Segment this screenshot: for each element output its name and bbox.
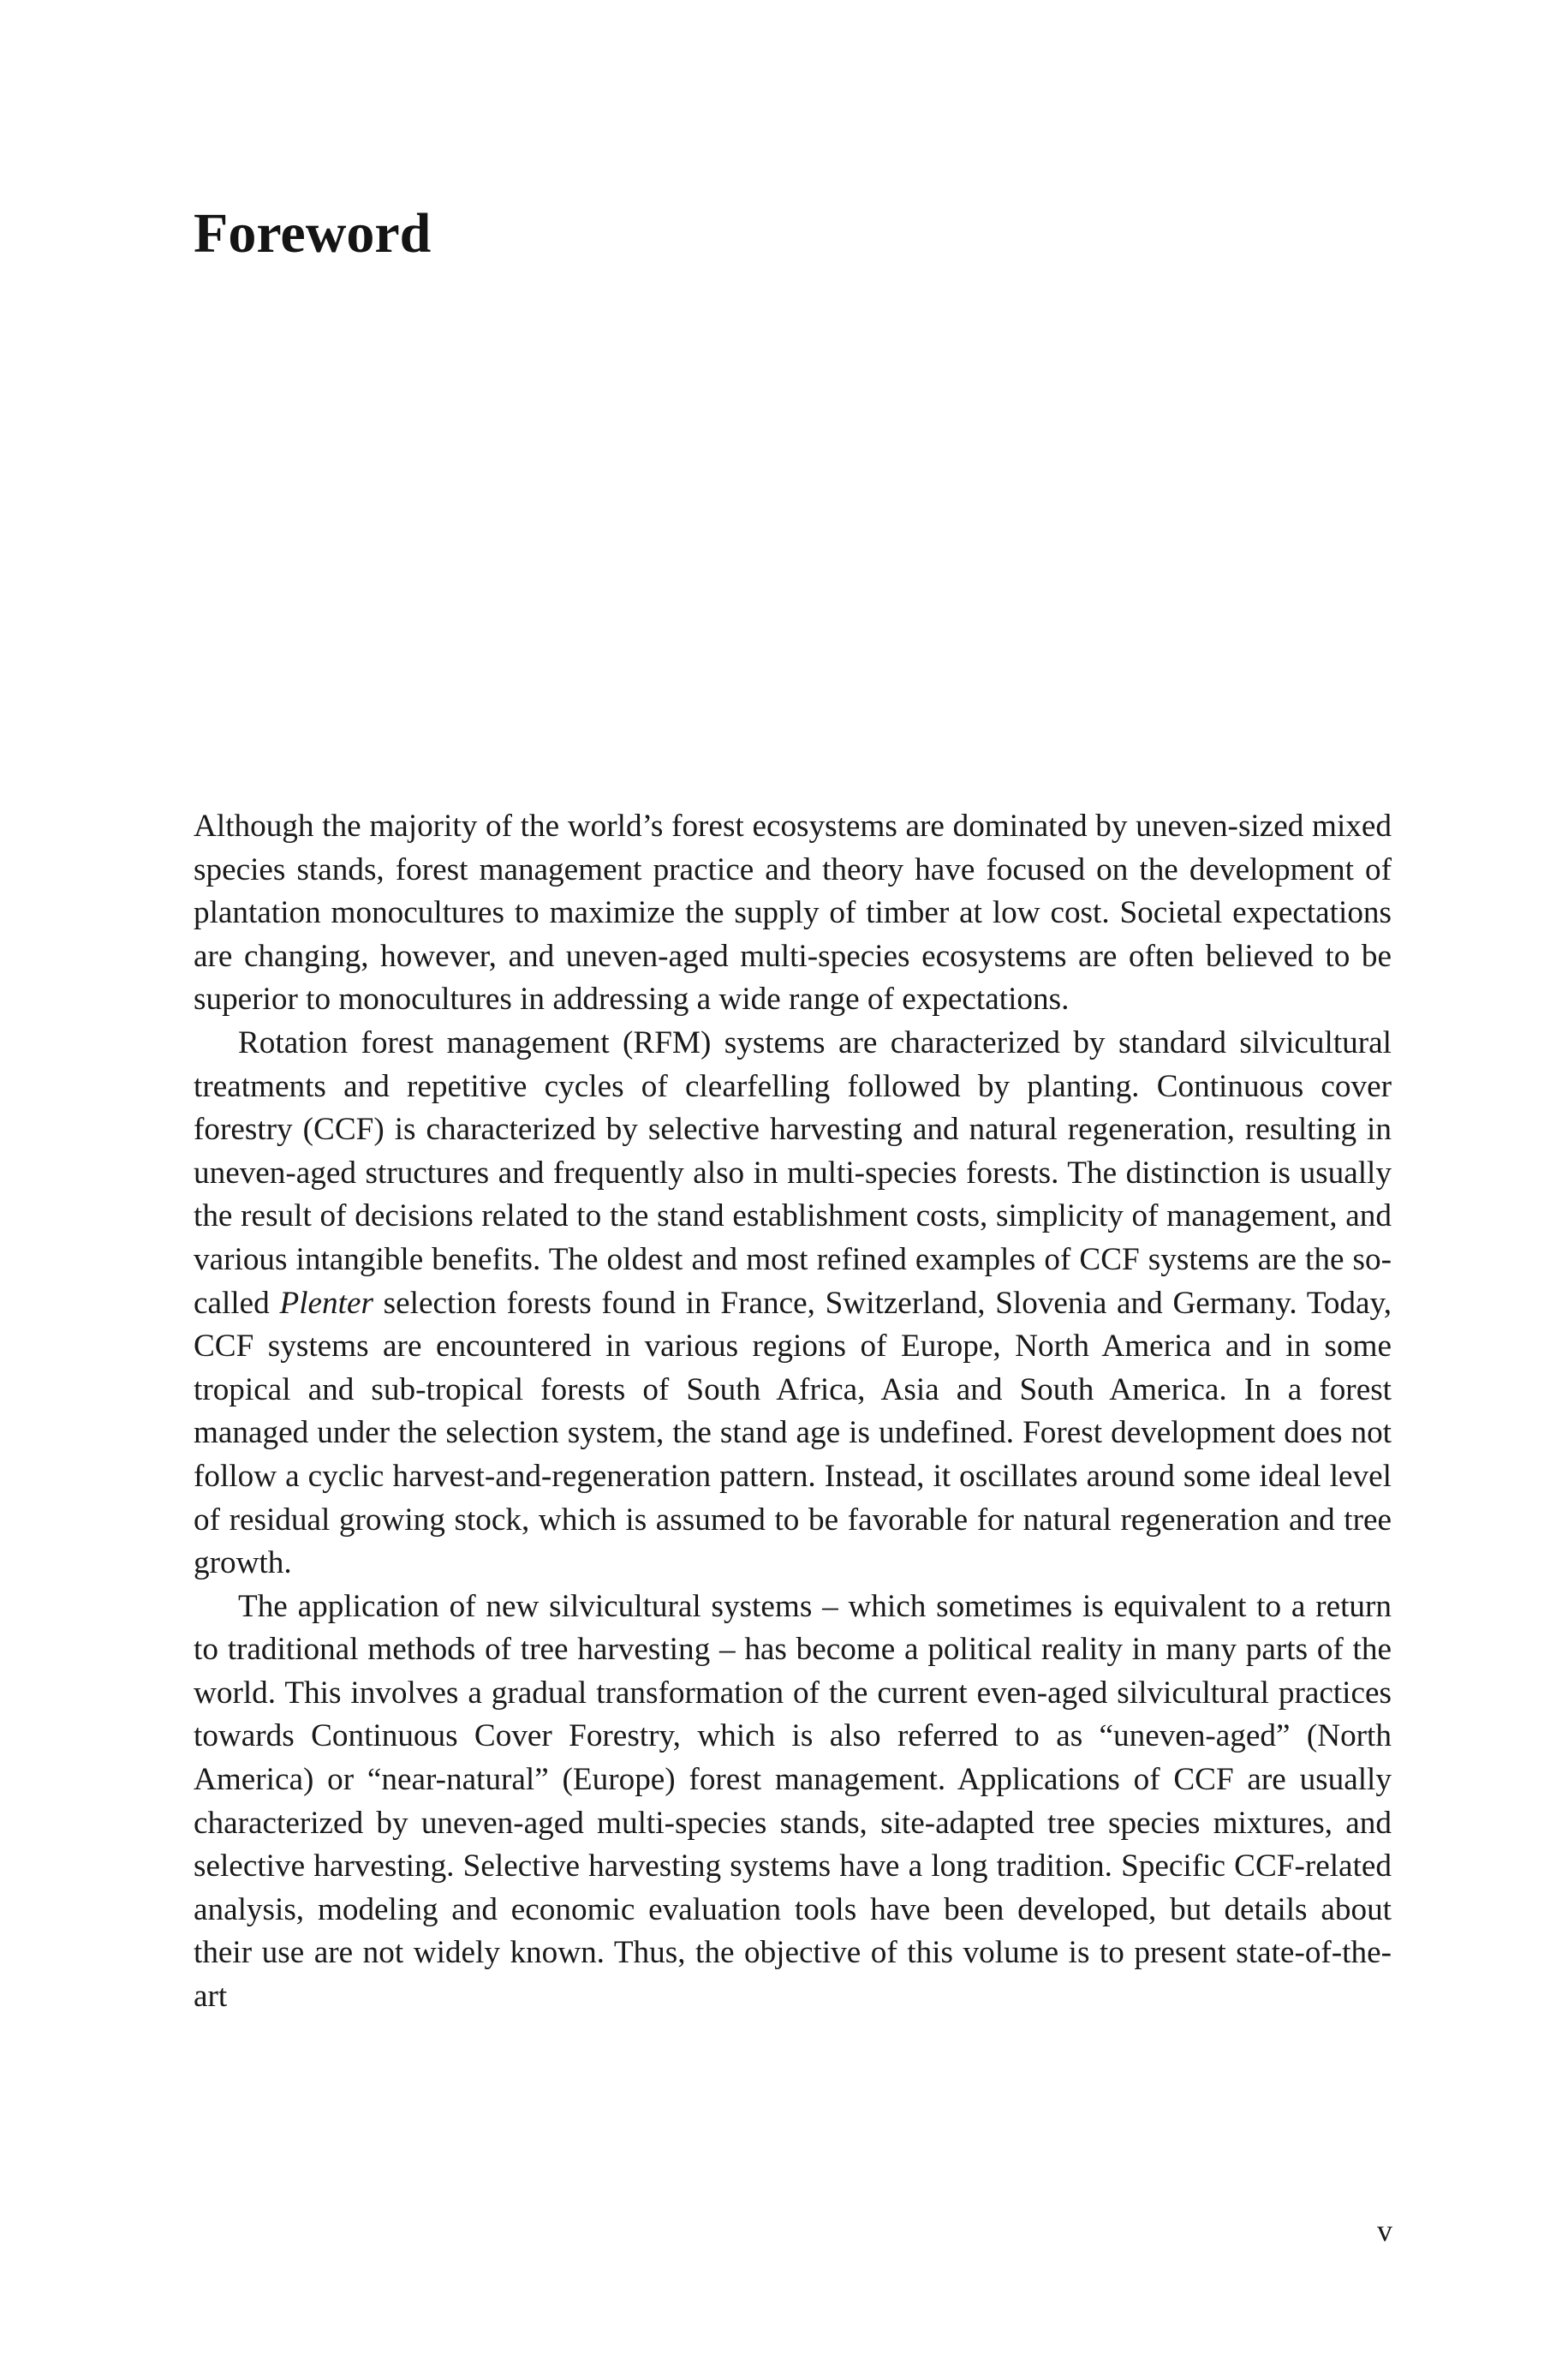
page-number: v (1377, 2213, 1392, 2248)
paragraph-1: Although the majority of the world’s forest ecosystems are dominated by uneven-sized mixed species stands, forest management practice and theory have focused on the development of plantation monocultures to maximize the supply of timber at low cost. Societal expectations are changing, however, and uneven-aged multi-species ecosystems are often believed to be superior to monocultures in addressing a wide range of expectations. (194, 809, 1392, 1018)
paragraph-2-text-after: selection forests found in France, Switzerland, Slovenia and Germany. Today, CCF systems are encountered in various regions of Europe, North America and in some tropical and sub-tropical forests of South Africa, Asia and South America. In a forest managed under the selection system, the stand age is undefined. Forest development does not follow a cyclic harvest-and-regeneration pattern. Instead, it oscillates around some ideal level of residual growing stock, which is assumed to be favorable for natural regeneration and tree growth. (194, 1285, 1392, 1581)
paragraph-2 (194, 1022, 1392, 1586)
paragraph-2-text-before: Rotation forest management (RFM) systems are characterized by standard silvicultural treatments and repetitive cycles of clearfelling followed by planting. Continuous cover forestry (CCF) is characterized by selective harvesting and natural regeneration, resulting in uneven-aged structures and frequently also in multi-species forests. The distinction is usually the result of decisions related to the stand establishment costs, simplicity of management, and various intangible benefits. The oldest and most refined examples of CCF systems are the so-called (194, 1024, 1392, 1321)
paragraph-3: The application of new silvicultural systems – which sometimes is equivalent to a return to traditional methods of tree harvesting – has become a political reality in many parts of the world. This involves a gradual transformation of the current even-aged silvicultural practices towards Continuous Cover Forestry, which is also referred to as “uneven-aged” (North America) or “near-natural” (Europe) forest management. Applications of CCF are usually characterized by uneven-aged multi-species stands, site-adapted tree species mixtures, and selective harvesting. Selective harvesting systems have a long tradition. Specific CCF-related analysis, modeling and economic evaluation tools have been developed, but details about their use are not widely known. Thus, the objective of this volume is to present state-of-the-art (194, 1588, 1392, 2015)
body-text (194, 805, 1392, 2019)
paragraph-2-italic-term: Plenter (279, 1285, 373, 1321)
page-title: Foreword (194, 202, 432, 265)
